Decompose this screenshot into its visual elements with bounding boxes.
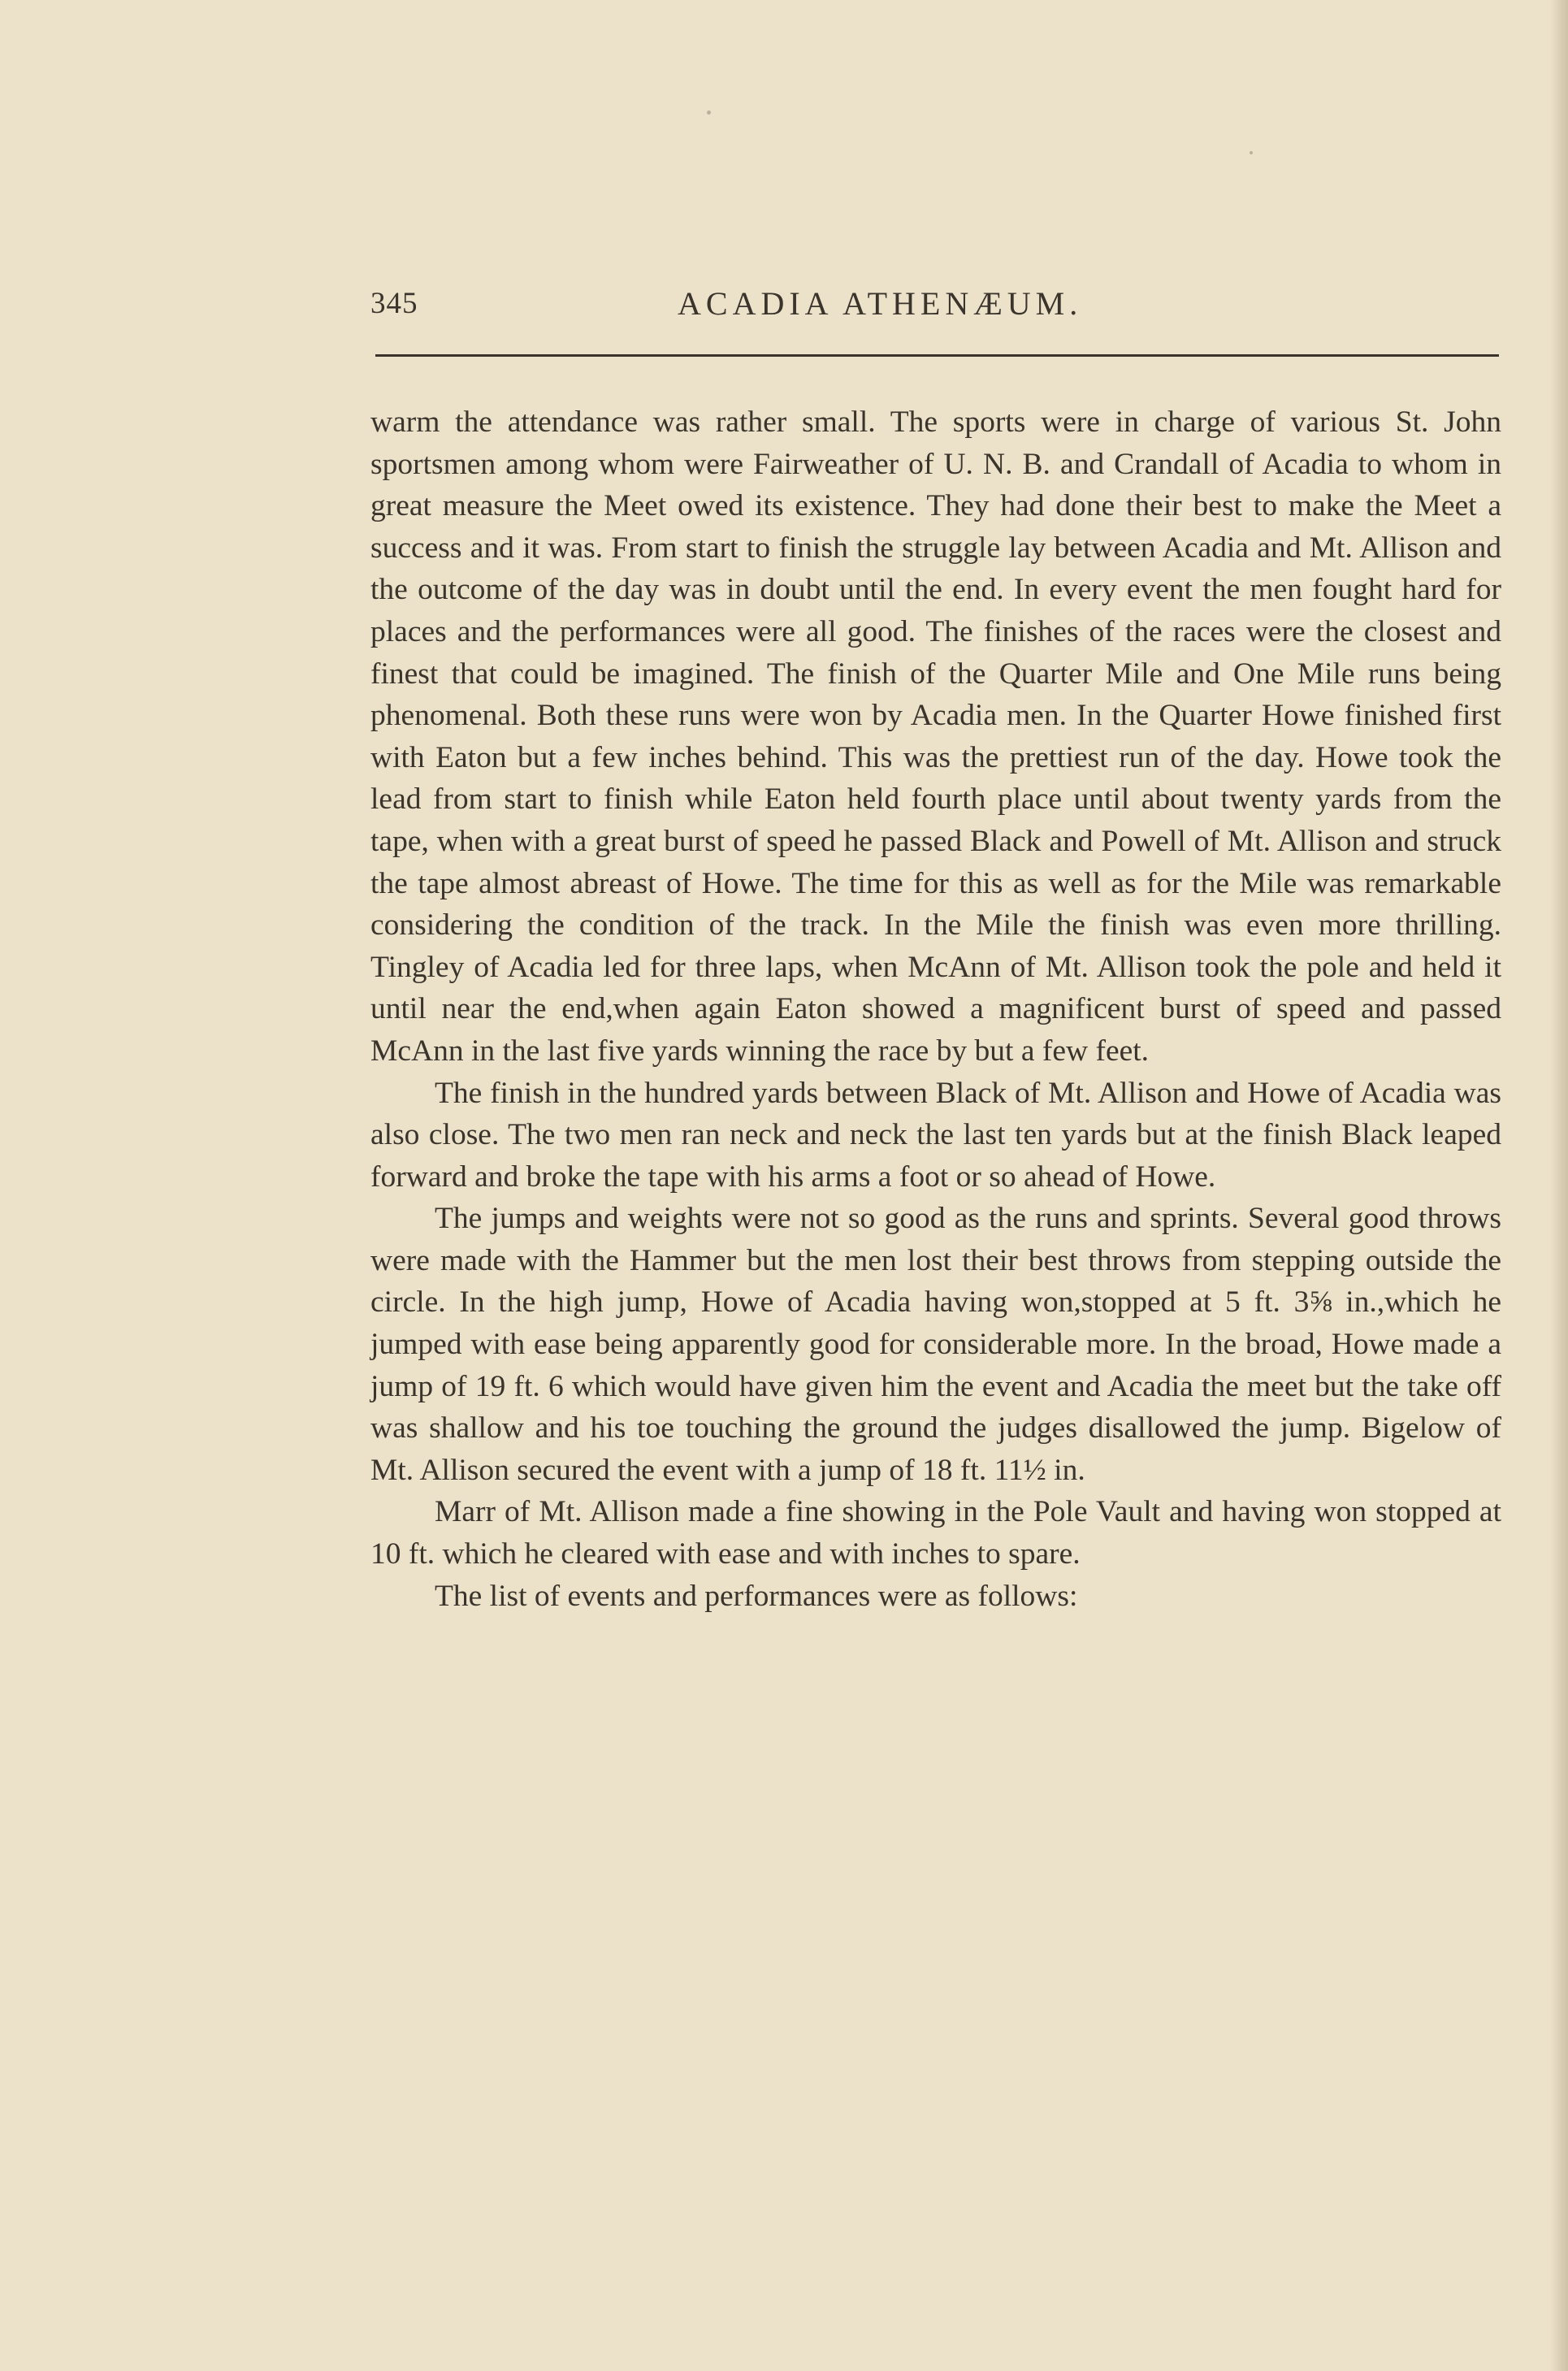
paper-speck [707,111,711,115]
article-body [370,401,1501,1617]
paragraph-hundred-yards: The finish in the hundred yards between Black of Mt. Allison and Howe of Acadia was also close. The two men ran neck and neck the last ten yards but at the finish Black leaped forward and broke the tape with his arms a foot or so ahead of Howe. [370,1076,1501,1194]
header-rule [375,354,1499,357]
paper-speck [1250,151,1253,154]
paragraph-pole-vault: Marr of Mt. Allison made a fine showing in the Pole Vault and having won stopped at 10 ft. which he cleared with ease and with inches to spare. [370,1495,1501,1571]
page-number: 345 [370,287,418,320]
paragraph-jumps-and-weights: The jumps and weights were not so good as the runs and sprints. Several good throws were made with the Hammer but the men lost their best throws from stepping outside the circle. In the high jump, Howe of Acadia having won,stopped at 5 ft. 3⅝ in.,which he jumped with ease being apparently good for considerable more. In the broad, Howe made a jump of 19 ft. 6 which would have given him the event and Acadia the meet but the take off was shallow and his toe touching the ground the judges disallowed the jump. Bigelow of Mt. Allison secured the event with a jump of 18 ft. 11½ in. [370,1202,1501,1487]
running-title: ACADIA ATHENÆUM. [678,285,1083,322]
paragraph-meet-overview: warm the attendance was rather small. The sports were in charge of various St. John sportsmen among whom were Fairweather of U. N. B. and Crandall of Acadia to whom in great measure the Meet owed its existence. They had done their best to make the Meet a success and it was. From start to finish the struggle lay between Acadia and Mt. Allison and the outcome of the day was in doubt until the end. In every event the men fought hard for places and the performances were all good. The finishes of the races were the closest and finest that could be imagined. The finish of the Quarter Mile and One Mile runs being phenomenal. Both these runs were won by Acadia men. In the Quarter Howe finished first with Eaton but a few inches behind. This was the prettiest run of the day. Howe took the lead from start to finish while Eaton held fourth place until about twenty yards from the tape, when with a great burst of speed he passed Black and Powell of Mt. Allison and struck the tape almost abreast of Howe. The time for this as well as for the Mile was remarkable considering the condition of the track. In the Mile the finish was even more thrilling. Tingley of Acadia led for three laps, when McAnn of Mt. Allison took the pole and held it until near the end,when again Eaton showed a magnificent burst of speed and passed McAnn in the last five yards winning the race by but a few feet. [370,405,1501,1068]
page-edge-shadow [1550,0,1568,2371]
paragraph-events-intro: The list of events and performances were as follows: [435,1579,1078,1613]
page-header [370,283,1496,325]
